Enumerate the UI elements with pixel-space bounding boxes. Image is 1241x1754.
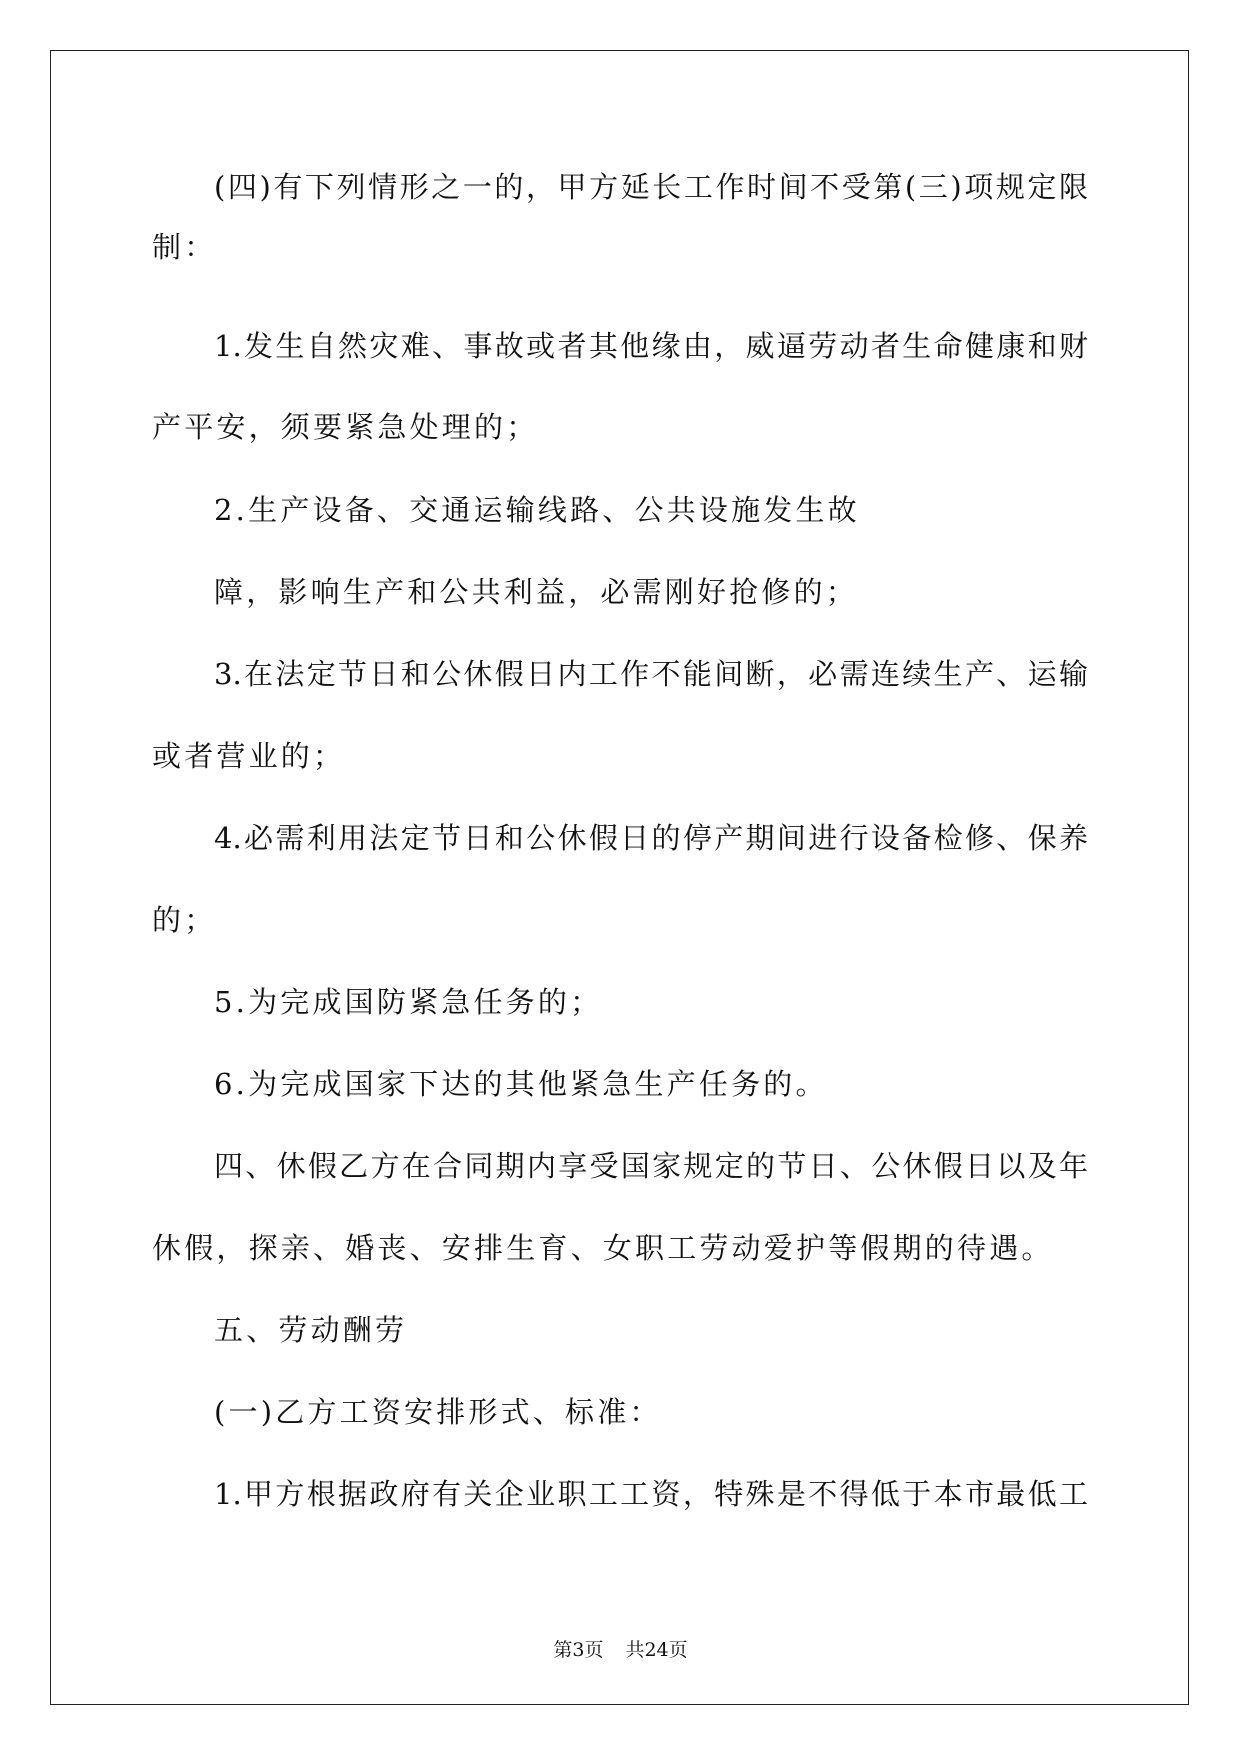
text-line: 五、劳动酬劳 — [214, 1313, 408, 1347]
text-line: 的； — [152, 903, 217, 937]
page-footer — [0, 1638, 1241, 1662]
text-line: 1.发生自然灾难、事故或者其他缘由，威逼劳动者生命健康和财 — [214, 329, 1088, 363]
text-line: 4.必需利用法定节日和公休假日的停产期间进行设备检修、保养 — [214, 821, 1088, 855]
text-line: (四)有下列情形之一的，甲方延长工作时间不受第(三)项规定限 — [214, 170, 1088, 204]
text-line: 制： — [152, 230, 217, 264]
text-line: 3.在法定节日和公休假日内工作不能间断，必需连续生产、运输 — [214, 657, 1088, 691]
text-line: (一)乙方工资安排形式、标准： — [214, 1395, 662, 1429]
text-line: 或者营业的； — [152, 739, 346, 773]
text-line: 1.甲方根据政府有关企业职工工资，特殊是不得低于本市最低工 — [214, 1477, 1088, 1511]
text-line: 产平安，须要紧急处理的； — [152, 410, 539, 444]
text-line: 5.为完成国防紧急任务的； — [214, 985, 603, 1019]
text-line: 休假，探亲、婚丧、安排生育、女职工劳动爱护等假期的待遇。 — [152, 1231, 1054, 1265]
page-number: 第3页 — [553, 1639, 604, 1661]
text-line: 6.为完成国家下达的其他紧急生产任务的。 — [214, 1067, 828, 1101]
text-line: 四、休假乙方在合同期内享受国家规定的节日、公休假日以及年 — [214, 1149, 1088, 1183]
text-line: 障，影响生产和公共利益，必需刚好抢修的； — [214, 575, 859, 609]
text-line: 2.生产设备、交通运输线路、公共设施发生故 — [214, 493, 860, 527]
page-border — [50, 50, 1189, 1705]
page-total: 共24页 — [625, 1639, 688, 1661]
